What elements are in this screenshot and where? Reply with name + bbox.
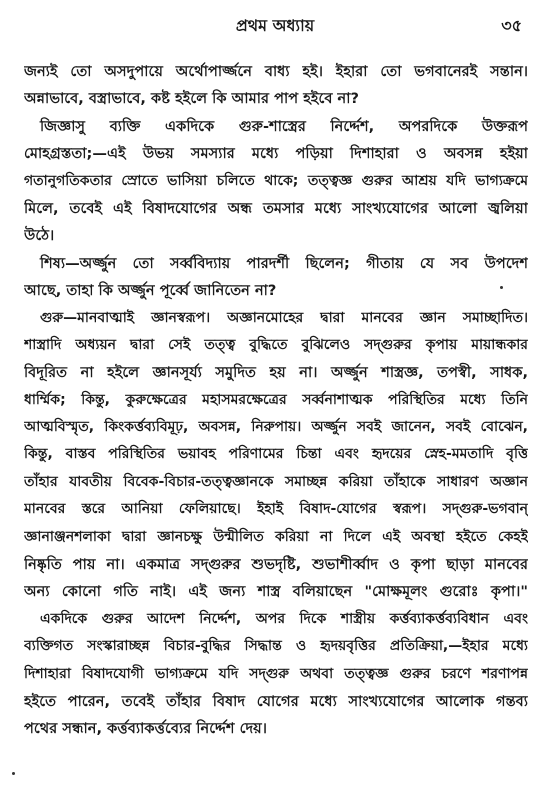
text-line: তাঁহার যাবতীয় বিবেক-বিচার-তত্ত্বজ্ঞানকে সমাচ্ছন্ন করিয়া তাঁহাকে সাধারণ অজ্ঞান xyxy=(24,473,528,490)
page-number: ৩৫ xyxy=(501,16,522,35)
text-line: ধার্ম্মিক; কিন্তু, কুরুক্ষেত্রের মহাসমরক্ষেত্রের সর্ব্বনাশাত্মক পরিস্থিতির মধ্যে তিনি xyxy=(24,391,528,408)
chapter-title: প্রথম অধ্যায় xyxy=(235,16,315,35)
text-line: শাস্ত্রাদি অধ্যয়ন দ্বারা সেই তত্ত্ব বুদ্ধিতে বুঝিলেও সদ্গুরুর কৃপায় মায়ান্ধকার xyxy=(24,336,528,353)
text-line: গুরু—মানবাত্মাই জ্ঞানস্বরূপ। অজ্ঞানমোহের দ্বারা মানবের জ্ঞান সমাচ্ছাদিত। xyxy=(40,309,528,326)
text-line: আছে, তাহা কি অর্জ্জুন পূর্ব্বে জানিতেন না? xyxy=(24,282,277,300)
text-line: অন্য কোনো গতি নাই। এই জন্য শাস্ত্র বলিয়াছেন "মোক্ষমূলং গুরোঃ কৃপা।" xyxy=(24,583,528,601)
text-line: গতানুগতিকতার স্রোতে ভাসিয়া চলিতে থাকে; তত্ত্বজ্ঞ গুরুর আশ্রয় যদি ভাগ্যক্রমে xyxy=(24,172,528,189)
text-line: হইতে পারেন, তবেই তাঁহার বিষাদ যোগের মধ্যে সাংখ্যযোগের আলোক গন্তব্য xyxy=(24,692,528,710)
text-line: নিষ্কৃতি পায় না। একমাত্র সদ্গুরুর শুভদৃষ্টি, শুভাশীর্ব্বাদ ও কৃপা ছাড়া মানবের xyxy=(24,556,528,574)
text-line: জন্যই তো অসদুপায়ে অর্থোপার্জ্জনে বাধ্য হই। ইহারা তো ভগবানেরই সন্তান। xyxy=(24,63,528,80)
text-line: জ্ঞানাঞ্জনশলাকা দ্বারা জ্ঞানচক্ষু উন্মীলিত করিয়া না দিলে এই অবস্থা হইতে কেহই xyxy=(24,528,528,545)
body-text xyxy=(24,58,528,743)
running-header xyxy=(0,14,550,38)
text-line: দিশাহারা বিষাদযোগী ভাগ্যক্রমে যদি সদ্গুরু অথবা তত্ত্বজ্ঞ গুরুর চরণে শরণাপন্ন xyxy=(24,665,528,682)
text-line: পথের সন্ধান, কর্ত্তব্যাকর্ত্তব্যের নির্দ্দেশ দেয়। xyxy=(24,720,267,738)
text-line: উঠে। xyxy=(24,227,55,245)
ink-speck xyxy=(12,772,15,775)
text-line: মিলে, তবেই এই বিষাদযোগের অন্ধ তমসার মধ্যে সাংখ্যযোগের আলো জ্বলিয়া xyxy=(24,199,528,217)
text-line: বিদূরিত না হইলে জ্ঞানসূর্য্য সমুদিত হয় না। অর্জ্জুন শাস্ত্রজ্ঞ, তপস্বী, সাধক, xyxy=(24,364,528,382)
text-line: ব্যক্তিগত সংস্কারাচ্ছন্ন বিচার-বুদ্ধির সিদ্ধান্ত ও হৃদয়বৃত্তির প্রতিক্রিয়া,—ইহার মধ্যে xyxy=(24,638,528,655)
text-line: জিজ্ঞাসু ব্যক্তি একদিকে গুরু-শাস্ত্রের নির্দ্দেশ, অপরদিকে উক্তরূপ xyxy=(40,117,528,135)
text-line: অন্নাভাবে, বস্ত্রাভাবে, কষ্ট হইলে কি আমার পাপ হইবে না? xyxy=(24,90,359,108)
text-line: আত্মবিস্মৃত, কিংকর্ত্তব্যবিমূঢ়, অবসন্ন, নিরুপায়। অর্জ্জুন সবই জানেন, সবই বোঝেন, xyxy=(24,419,528,436)
text-line: মোহগ্রস্ততা;—এই উভয় সমস্যার মধ্যে পড়িয়া দিশাহারা ও অবসন্ন হইয়া xyxy=(24,145,528,163)
text-line: মানবের স্তরে আনিয়া ফেলিয়াছে। ইহাই বিষাদ-যোগের স্বরূপ। সদ্গুরু-ভগবান্ xyxy=(24,501,528,518)
text-line: একদিকে গুরুর আদেশ নির্দ্দেশ, অপর দিকে শাস্ত্রীয় কর্ত্তব্যাকর্ত্তব্যবিধান এবং xyxy=(40,610,528,627)
text-line: কিন্তু, বাস্তব পরিস্থিতির ভয়াবহ পরিণামের চিন্তা এবং হৃদয়ের স্নেহ-মমতাদি বৃত্তি xyxy=(24,446,528,463)
text-line: শিষ্য—অর্জ্জুন তো সর্ব্ববিদ্যায় পারদর্শী ছিলেন; গীতায় যে সব উপদেশ xyxy=(40,254,528,272)
ink-speck xyxy=(500,286,503,289)
